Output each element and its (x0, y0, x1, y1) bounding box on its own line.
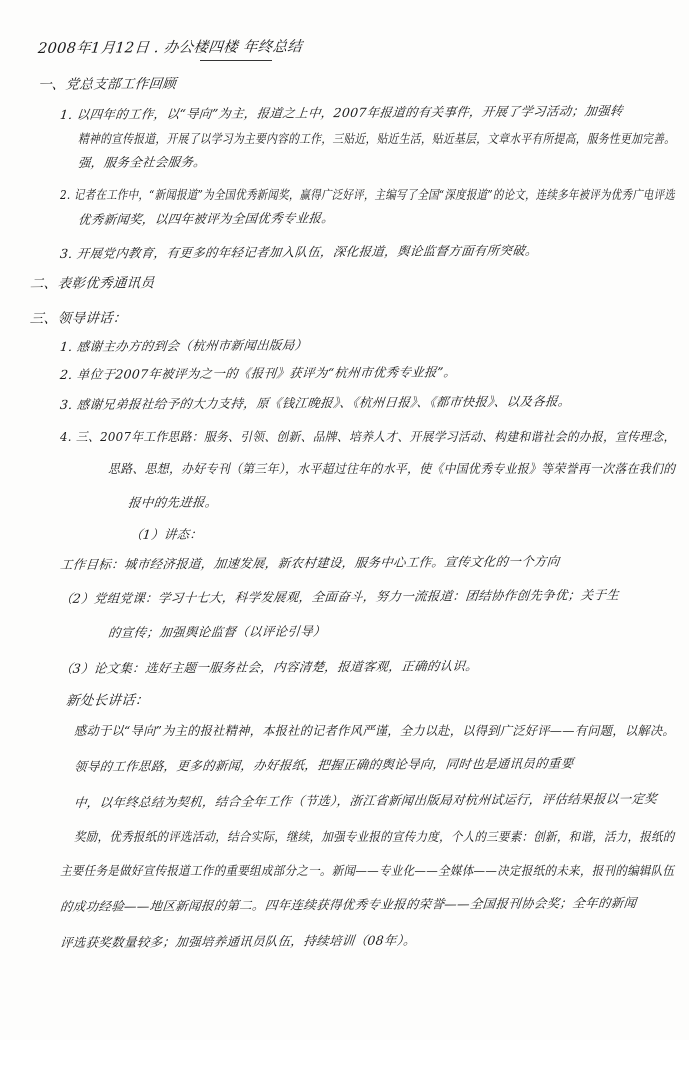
text-line: 4. 三、2007年工作思路：服务、引领、创新、品牌、培养人才、开展学习活动、构建和谐社会的办报，宣传理念， (60, 429, 676, 444)
text-line: （1）讲态： (129, 526, 204, 542)
subsection-heading: 新处长讲话： (65, 692, 150, 709)
text-line: 强，服务全社会服务。 (77, 154, 207, 170)
text-line: 奖励，优秀报纸的评选活动，结合实际，继续，加强专业报的宣传力度，个人的三要素：创新，和谐，活力，报纸的 (74, 829, 675, 844)
section-heading-3: 三、领导讲话： (29, 310, 128, 327)
text-line: 领导的工作思路，更多的新闻，办好报纸，把握正确的舆论导向，同时也是通讯员的重要 (73, 755, 575, 774)
text-line: 思路、思想，办好专刊（第三年），水平超过往年的水平，使《中国优秀专业报》等荣誉再一次落在我们的 (108, 461, 676, 476)
text-line: （2）党组党课：学习十七大，科学发展观，全面奋斗，努力一流报道：团结协作创先争优；关于生 (59, 587, 620, 606)
text-line: 1. 感谢主办方的到会（杭州市新闻出版局） (59, 337, 309, 354)
document-header-line: 2008年1月12日 . 办公楼四楼 年终总结 (37, 39, 303, 57)
text-line: 1. 以四年的工作，以“导向”为主，报道之上中，2007年报道的有关事件，开展了学习活动；加强转 (59, 103, 624, 122)
section-heading-2: 二、表彰优秀通讯员 (29, 275, 156, 292)
text-line: （3）论文集：选好主题一服务社会，内容清楚，报道客观，正确的认识。 (59, 658, 479, 676)
text-line: 2. 单位于2007年被评为之一的《报刊》获评为“杭州市优秀专业报”。 (59, 364, 458, 382)
text-line: 精神的宣传报道，开展了以学习为主要内容的工作，三贴近，贴近生活，贴近基层，文章水平有所提高，服务性更加完善。 (78, 131, 676, 146)
text-line: 工作目标：城市经济报道，加速发展，新农村建设，服务中心工作。宣传文化的一个方向 (59, 553, 561, 572)
text-line: 的宣传；加强舆论监督（以评论引导） (107, 623, 327, 640)
text-line: 主要任务是做好宣传报道工作的重要组成部分之一。新闻——专业化——全媒体——决定报纸的未来，报刊的编辑队伍 (60, 863, 675, 878)
header-underline (200, 60, 272, 61)
text-line: 感动于以“导向”为主的报社精神，本报社的记者作风严谨，全力以赴，以得到广泛好评——有问题，以解决。 (74, 723, 675, 738)
footer-strip (0, 1040, 689, 1067)
text-line: 3. 感谢兄弟报社给予的大力支持，原《钱江晚报》、《杭州日报》、《都市快报》、以及各报。 (59, 393, 572, 412)
text-line: 2. 记者在工作中，“新闻报道”为全国优秀新闻奖，赢得广泛好评，主编写了全国“深度报道”的论文，连续多年被评为优秀广电评选 (60, 187, 675, 202)
text-line: 报中的先进报。 (127, 494, 219, 510)
text-line: 3. 开展党内教育，有更多的年轻记者加入队伍，深化报道，舆论监督方面有所突破。 (59, 242, 539, 261)
text-line: 评选获奖数量较多；加强培养通讯员队伍，持续培训（08年）。 (59, 932, 417, 950)
text-line: 优秀新闻奖，以四年被评为全国优秀专业报。 (77, 210, 335, 227)
section-heading-1: 一、党总支部工作回顾 (37, 76, 177, 93)
text-line: 中，以年终总结为契机，结合全年工作（节选），浙江省新闻出版局对杭州试运行，评估结果报以一定奖 (73, 790, 658, 810)
text-line: 的成功经验——地区新闻报的第二。四年连续获得优秀专业报的荣誉——全国报刊协会奖；全年的新闻 (59, 894, 638, 914)
